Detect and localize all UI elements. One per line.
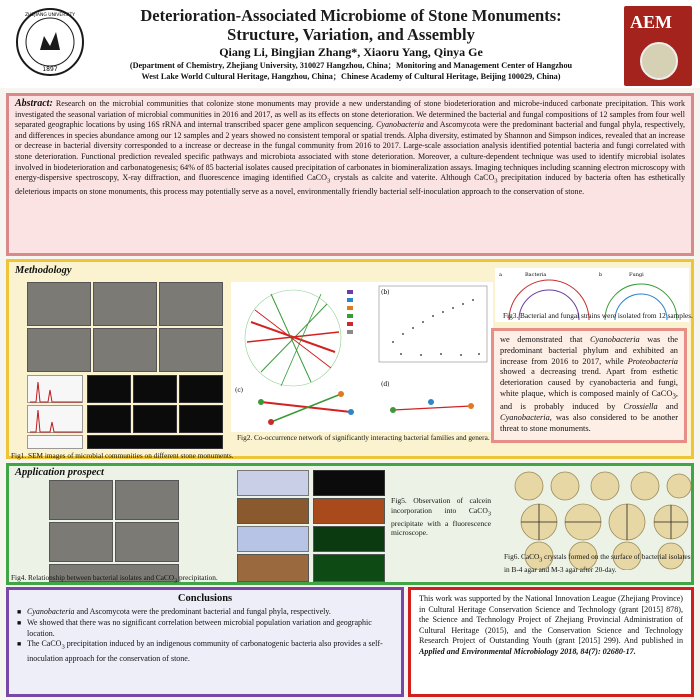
sem-image — [93, 282, 157, 326]
svg-text:(d): (d) — [381, 381, 390, 388]
fluorescence-image — [313, 498, 385, 524]
fig5-caption: Fig5. Observation of calcein incorporation into CaCO$_3$ precipitate with a fluorescence microscope. — [391, 496, 491, 538]
fig1-caption: Fig1. SEM images of microbial communities on different stone monuments. — [11, 451, 234, 460]
conclusions-heading: Conclusions — [177, 593, 233, 604]
svg-text:(b): (b) — [381, 289, 390, 296]
sem-image — [49, 522, 113, 562]
sem-image — [27, 282, 91, 326]
list-item: ■ We showed that there was no significant correlation between microbial population variation and geographic location. — [17, 618, 393, 640]
svg-text:Fungi: Fungi — [629, 272, 644, 278]
application-section — [6, 463, 694, 585]
sem-image — [27, 328, 91, 372]
element-map — [87, 405, 131, 433]
sem-image — [115, 522, 179, 562]
fluorescence-image — [313, 526, 385, 552]
sem-image — [159, 328, 223, 372]
conclusions-box — [6, 587, 404, 697]
microscope-image — [237, 554, 309, 582]
acknowledgement-box: This work was supported by the National Innovation League (Zhejiang Province) in Cultural Heritage Conservation Science and Technology (grant [2015] 878), the Science and Technology Project of Zhejiang Provincial Administration of Cultural Heritage (2015), and the Conservation Science and Technology Research Project of Outstanding Youth (grant [2015] 299). And published in Applied and Environmental Microbiology 2018, 84(7): 02680-17. — [408, 587, 694, 697]
eds-spectrum — [27, 435, 83, 449]
list-item: ■ Cyanobacteria and Ascomycota were the predominant bacterial and fungal phyla, respectively. — [17, 607, 393, 618]
element-map — [133, 405, 177, 433]
journal-cover: AEM — [624, 6, 692, 86]
svg-text:a: a — [499, 272, 502, 278]
svg-text:1897: 1897 — [42, 66, 58, 73]
affiliations: (Department of Chemistry, Zhejiang University, 310027 Hangzhou, China；Monitoring and Management Center of Hangzhou West Lake World Cultural Heritage, Hangzhou, China；Chinese Academy of Cultural Heritage, Beijing 100029, China) — [129, 61, 573, 81]
svg-text:(c): (c) — [235, 387, 244, 394]
microscope-image — [237, 498, 309, 524]
element-map — [133, 375, 177, 403]
conclusions-list — [17, 607, 393, 665]
eds-spectrum — [27, 405, 83, 433]
co-occurrence-network — [231, 282, 493, 432]
key-finding-box: we demonstrated that Cyanobacteria was the predominant bacterial phylum and exhibited an increase from 2016 to 2017, while Proteobacteria showed a decreasing trend. Apart from esthetic deterioration caused by cyanobacteria and fungi, white plaque, which is composed mainly of CaCO$_3$, and is probably induced by Crossiella and Cyanobacteria, was also considered to be another threat to stone monuments. — [491, 328, 687, 443]
authors: Qiang Li, Bingjian Zhang*, Xiaoru Yang, Qinya Ge — [219, 45, 483, 59]
element-map — [179, 375, 223, 403]
university-logo — [14, 6, 86, 78]
svg-text:b: b — [599, 272, 603, 278]
fig4-caption: Fig4. Relationship between bacterial isolates and CaCO$_3$ precipitation. — [11, 573, 218, 585]
element-map — [87, 375, 131, 403]
fig3-caption: Fig3. Bacterial and fungal strains were isolated from 12 samples. — [503, 311, 693, 320]
poster-header — [0, 0, 700, 88]
abstract-label: Abstract: — [15, 98, 53, 109]
list-item: ■ The CaCO$_3$ precipitation induced by an indigenous community of carbonatogenic bacteria also provides a self-inoculation approach for the conservation of stone. — [17, 639, 393, 664]
methodology-heading: Methodology — [15, 265, 72, 276]
sem-image — [49, 480, 113, 520]
sem-image — [159, 282, 223, 326]
application-heading: Application prospect — [15, 467, 104, 478]
petri-dish-image — [640, 42, 678, 80]
svg-text:ZHEJIANG UNIVERSITY: ZHEJIANG UNIVERSITY — [24, 13, 76, 18]
network-figure — [231, 282, 493, 432]
fig6-caption: Fig6. CaCO$_3$ crystals formed on the surface of bacterial isolates in B-4 agar and M-3 agar after 20-day. — [504, 552, 691, 575]
svg-text:Bacteria: Bacteria — [525, 272, 547, 278]
fluorescence-image — [313, 470, 385, 496]
abstract-box: Abstract: Research on the microbial communities that colonize stone monuments may provide a new understanding of stone biodeterioration and microbe-induced carbonate precipitation. This work investigated the seasonal variation of microbial communities in 2016 and 2017, as well as its effects on stone deterioration. We determined the bacterial and fungal compositions of 12 samples from four well separated geographic locations by using 16S rRNA and internal transcribed spacer gene amplicon sequencing. Cyanobacteria and Ascomycota were the predominant bacterial and fungal phyla, respectively, and differences in species abundance among our 12 samples and 2 years showed no consistent temporal or spatial trends. Alpha diversity, estimated by Shannon and Simpson indices, revealed that an increase or decrease in bacterial diversity corresponded to a increase or decrease in the fungal community from 2016 to 2017. Large-scale association analysis identified potential bacteria and fungi correlated with stone deterioration. Functional prediction revealed specific pathways and microbiota associated with stone deterioration. Moreover, a culture-dependent technique was used to identify microbial isolates involved in biodeterioration and carbonatogenesis; 64% of 85 bacterial isolates caused precipitation of carbonates in biomineralization assays. Imaging techniques including scanning electron microscopy with energy-dispersive spectroscopy, X-ray diffraction, and fluorescence imaging identified CaCO$_3$ crystals as calcite and vaterite. Although CaCO$_3$ precipitation induced by bacteria often has esthetically deleterious impacts on stone monuments, this process may potentially serve as a novel, environmentally friendly bacterial self-inoculation approach to the conservation of stone. — [6, 93, 694, 256]
eds-spectrum — [27, 375, 83, 403]
microscope-image — [237, 470, 309, 496]
element-map — [179, 405, 223, 433]
fluorescence-image — [313, 554, 385, 582]
poster-title: Deterioration-Associated Microbiome of Stone Monuments: Structure, Variation, and Assembly — [140, 6, 562, 44]
sem-image — [93, 328, 157, 372]
sem-image — [115, 480, 179, 520]
fig2-caption: Fig2. Co-occurrence network of significantly interacting bacterial families and genera. — [237, 433, 490, 442]
microscope-image — [237, 526, 309, 552]
element-map — [87, 435, 223, 449]
